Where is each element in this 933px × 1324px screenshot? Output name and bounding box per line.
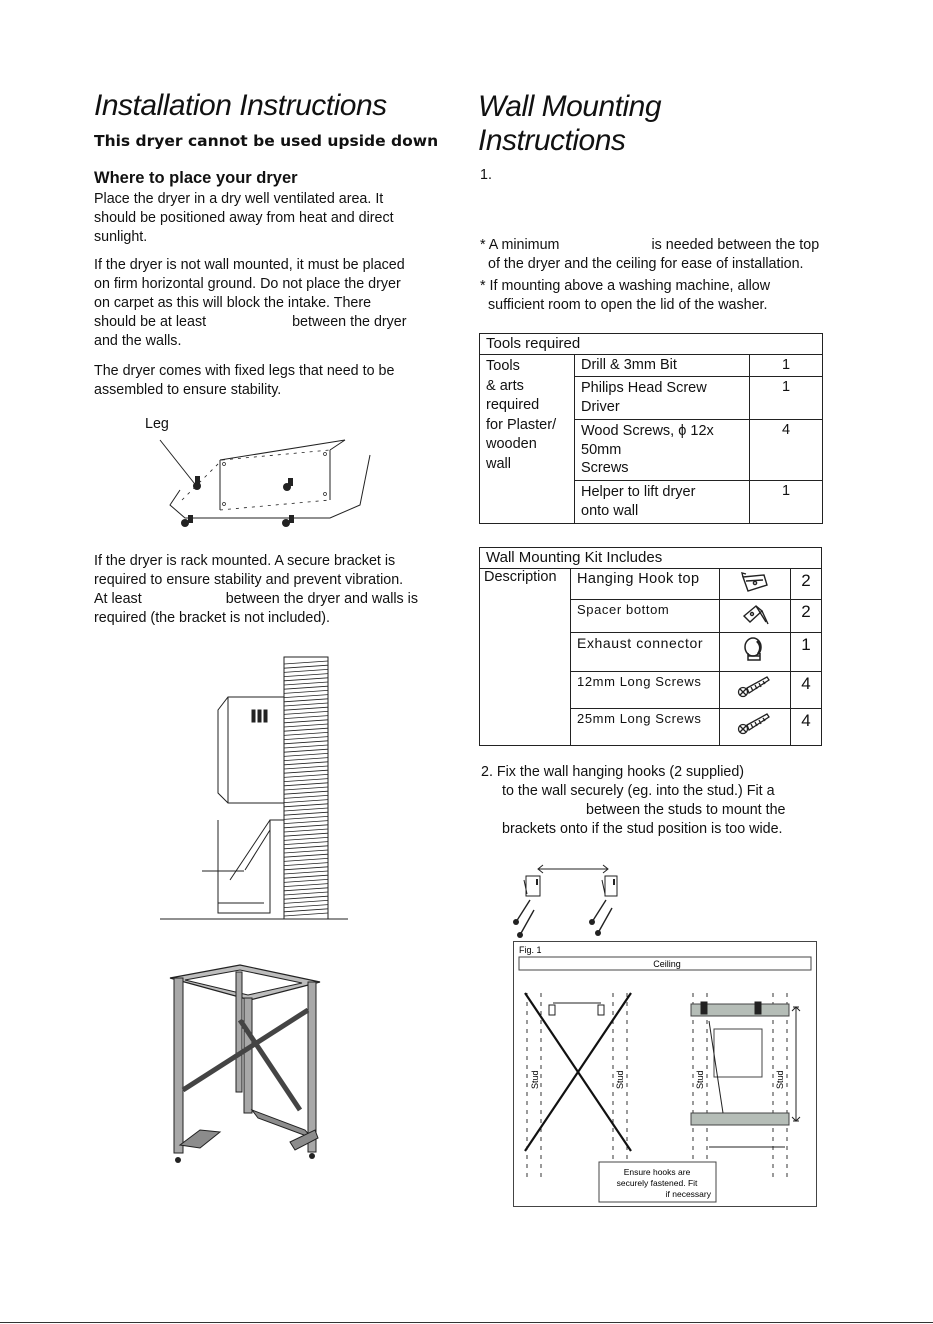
stud-label: Stud	[615, 1070, 625, 1089]
kit-qty: 2	[791, 569, 822, 600]
svg-text:securely fastened. Fit: securely fastened. Fit	[616, 1178, 698, 1188]
kit-table	[479, 547, 822, 746]
kit-qty: 1	[791, 633, 822, 672]
exhaust-connector-icon	[740, 635, 770, 665]
page-title: Installation Instructions	[94, 89, 387, 122]
hooks-illustration	[500, 860, 640, 940]
spacer-icon	[740, 602, 770, 626]
figure-1	[513, 941, 818, 1208]
tool-item: Wood Screws, ϕ 12x 50mm Screws	[575, 420, 750, 481]
kit-item: 12mm Long Screws	[571, 672, 720, 709]
kit-icon-cell	[720, 569, 791, 600]
kit-item: 25mm Long Screws	[571, 709, 720, 746]
legs-diagram	[140, 430, 380, 540]
footer-rule	[0, 1322, 933, 1323]
wall-mounting-title: Wall Mounting Instructions	[478, 90, 662, 157]
screw-icon	[737, 674, 773, 698]
svg-text:if necessary: if necessary	[665, 1189, 711, 1199]
where-heading: Where to place your dryer	[94, 169, 298, 187]
stud-label: Stud	[695, 1070, 705, 1089]
tool-qty: 1	[750, 377, 823, 420]
kit-header: Wall Mounting Kit Includes	[480, 548, 822, 569]
hanging-hook-icon	[740, 571, 770, 593]
rack-mount-diagram	[160, 655, 360, 925]
screw-icon	[737, 711, 773, 735]
step-1-number: 1.	[480, 167, 492, 183]
rack-paragraph: If the dryer is rack mounted. A secure bracket is required to ensure stability and prevent vibration. At least between the dryer and walls is required (the bracket is not included).	[94, 553, 419, 626]
kit-qty: 2	[791, 600, 822, 633]
placement-paragraph: Place the dryer in a dry well ventilated area. It should be positioned away from heat and direct sunlight.	[94, 191, 394, 245]
tools-label: Tools & arts required for Plaster/ wooden wall	[480, 355, 575, 524]
kit-icon-cell	[720, 600, 791, 633]
legs-paragraph: The dryer comes with fixed legs that need to be assembled to ensure stability.	[94, 363, 395, 398]
tool-qty: 1	[750, 355, 823, 377]
stud-label: Stud	[530, 1070, 540, 1089]
tool-qty: 1	[750, 481, 823, 524]
step-2-text: 2. Fix the wall hanging hooks (2 supplied) to the wall securely (eg. into the stud.) Fit a between the studs to mount the brackets onto if the stud position is too wide.	[481, 764, 786, 837]
svg-text:Ensure hooks are: Ensure hooks are	[623, 1167, 691, 1177]
kit-icon-cell	[720, 672, 791, 709]
kit-item: Hanging Hook top	[571, 569, 720, 600]
kit-description-label: Description	[480, 569, 571, 746]
tool-qty: 4	[750, 420, 823, 481]
tools-table	[479, 333, 823, 524]
kit-qty: 4	[791, 672, 822, 709]
tool-item: Helper to lift dryer onto wall	[575, 481, 750, 524]
tools-header: Tools required	[480, 334, 823, 355]
ceiling-clearance-note: * A minimum is needed between the top of the dryer and the ceiling for ease of installation.	[480, 237, 820, 272]
tool-item: Drill & 3mm Bit	[575, 355, 750, 377]
tool-item: Philips Head Screw Driver	[575, 377, 750, 420]
floor-paragraph: If the dryer is not wall mounted, it must be placed on firm horizontal ground. Do not place the dryer on carpet as this will block the intake. There should be at least between the dryer and the walls.	[94, 257, 407, 349]
fig-label: Fig. 1	[519, 945, 542, 955]
stud-label: Stud	[775, 1070, 785, 1089]
ceiling-label: Ceiling	[653, 959, 681, 969]
kit-item: Spacer bottom	[571, 600, 720, 633]
upside-down-warning: This dryer cannot be used upside down	[94, 132, 439, 150]
rack-frame-diagram	[160, 960, 330, 1175]
kit-icon-cell	[720, 709, 791, 746]
kit-icon-cell	[720, 633, 791, 672]
leg-label: Leg	[145, 416, 169, 432]
washer-note: * If mounting above a washing machine, allow sufficient room to open the lid of the washer.	[480, 278, 771, 313]
kit-qty: 4	[791, 709, 822, 746]
kit-item: Exhaust connector	[571, 633, 720, 672]
